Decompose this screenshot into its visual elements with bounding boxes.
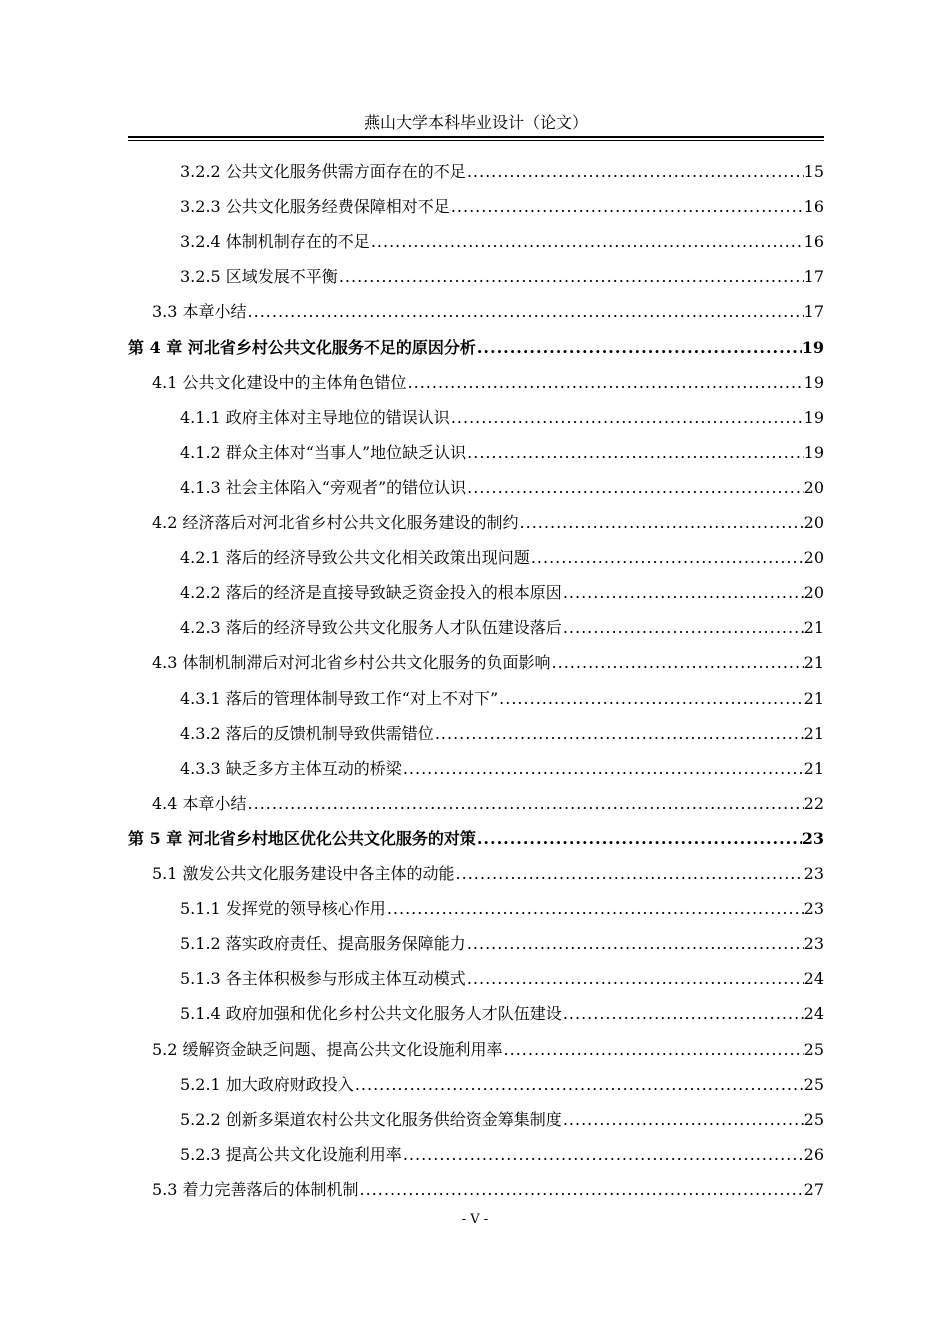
toc-entry-title: 4.1.2 群众主体对“当事人”地位缺乏认识 [180,442,467,462]
toc-entry-page: 24 [803,969,824,989]
toc-entry-page: 20 [803,583,824,603]
toc-leader-dots [386,899,804,919]
toc-entry[interactable] [180,954,824,989]
toc-leader-dots [503,1040,804,1060]
toc-entry-page: 25 [803,1109,824,1129]
toc-entry-page: 21 [803,758,824,778]
toc-leader-dots [450,408,804,428]
toc-entry-title: 4.2.2 落后的经济是直接导致缺乏资金投入的根本原因 [180,583,562,603]
toc-entry-page: 22 [803,793,824,813]
toc-entry-page: 17 [803,267,824,287]
toc-entry[interactable] [180,989,824,1024]
toc-entry[interactable] [152,638,824,673]
toc-entry-title: 4.2.3 落后的经济导致公共文化服务人才队伍建设落后 [180,618,562,638]
toc-entry-title: 4.3.2 落后的反馈机制导致供需错位 [180,723,434,743]
toc-entry-page: 27 [803,1179,824,1199]
toc-entry-title: 4.1.3 社会主体陷入“旁观者”的错位认识 [180,477,467,497]
page-number: - V - [461,1212,489,1227]
toc-entry[interactable] [152,849,824,884]
toc-entry[interactable] [180,603,824,638]
toc-leader-dots [402,1145,804,1165]
toc-entry-page: 23 [803,899,824,919]
toc-entry[interactable] [180,1130,824,1165]
toc-entry-title: 4.2.1 落后的经济导致公共文化相关政策出现问题 [180,548,530,568]
toc-entry[interactable] [180,147,824,182]
toc-leader-dots [354,1075,804,1095]
toc-entry-page: 16 [803,197,824,217]
toc-entry[interactable] [152,779,824,814]
toc-entry-page: 21 [803,653,824,673]
toc-entry-page: 17 [803,302,824,322]
toc-leader-dots [466,478,803,498]
header-rule-thin [128,140,824,141]
toc-entry-title: 3.2.5 区域发展不平衡 [180,267,338,287]
toc-entry-title: 4.2 经济落后对河北省乡村公共文化服务建设的制约 [152,513,519,532]
toc-leader-dots [476,338,802,358]
toc-entry-title: 4.4 本章小结 [152,793,247,813]
toc-entry[interactable] [128,323,824,358]
toc-entry-page: 26 [803,1144,824,1164]
toc-entry-title: 5.2.2 创新多渠道农村公共文化服务供给资金筹集制度 [180,1109,562,1129]
toc-entry-title: 5.1.1 发挥党的领导核心作用 [180,899,386,919]
toc-entry[interactable] [152,358,824,393]
toc-leader-dots [247,302,804,322]
toc-entry[interactable] [152,498,824,533]
toc-entry-page: 23 [803,864,824,883]
toc-leader-dots [370,232,804,252]
toc-leader-dots [466,934,804,954]
toc-leader-dots [551,653,804,673]
toc-leader-dots [562,1110,804,1130]
toc-leader-dots [530,548,804,568]
toc-entry-title: 第 4 章 河北省乡村公共文化服务不足的原因分析 [128,337,476,357]
toc-entry[interactable] [128,814,824,849]
page-header: 燕山大学本科毕业设计（论文） [363,113,588,132]
toc-entry-page: 19 [803,372,824,392]
toc-entry[interactable] [152,287,824,322]
toc-entry[interactable] [180,674,824,709]
toc-leader-dots [562,1004,804,1024]
toc-entry[interactable] [180,709,824,744]
toc-entry-page: 16 [803,232,824,252]
toc-leader-dots [450,197,804,217]
toc-leader-dots [338,267,804,287]
toc-entry[interactable] [180,217,824,252]
toc-leader-dots [466,443,803,463]
toc-entry-page: 19 [803,407,824,427]
toc-entry-title: 4.3.3 缺乏多方主体互动的桥梁 [180,758,402,778]
toc-entry-page: 25 [803,1039,824,1059]
toc-entry-title: 5.1.4 政府加强和优化乡村公共文化服务人才队伍建设 [180,1004,562,1024]
toc-leader-dots [466,162,804,182]
header-rule-thick [128,136,824,138]
toc-entry-page: 20 [803,477,824,497]
toc-entry-title: 4.3.1 落后的管理体制导致工作“对上不对下” [180,688,499,708]
toc-entry-title: 5.1 激发公共文化服务建设中各主体的动能 [152,864,455,883]
toc-entry-title: 5.2.1 加大政府财政投入 [180,1074,354,1094]
toc-entry-title: 5.1.3 各主体积极参与形成主体互动模式 [180,969,466,989]
toc-entry[interactable] [180,1060,824,1095]
toc-leader-dots [359,1180,804,1200]
toc-leader-dots [562,583,804,603]
toc-leader-dots [434,724,804,744]
toc-entry-title: 5.3 着力完善落后的体制机制 [152,1179,359,1199]
toc-entry-title: 3.2.3 公共文化服务经费保障相对不足 [180,197,450,217]
toc-entry[interactable] [180,463,824,498]
toc-entry[interactable] [180,744,824,779]
toc-entry-page: 21 [803,688,824,708]
toc-entry-page: 24 [803,1004,824,1024]
toc-entry-title: 第 5 章 河北省乡村地区优化公共文化服务的对策 [128,828,476,848]
toc-entry[interactable] [180,884,824,919]
toc-entry[interactable] [180,533,824,568]
toc-entry-page: 23 [801,828,824,848]
toc-leader-dots [407,373,804,393]
toc-entry[interactable] [152,1165,824,1200]
toc-entry-title: 3.2.4 体制机制存在的不足 [180,232,370,252]
toc-entry[interactable] [180,428,824,463]
toc-entry-page: 19 [803,442,824,462]
toc-entry-title: 3.2.2 公共文化服务供需方面存在的不足 [180,162,466,181]
toc-entry-title: 4.1.1 政府主体对主导地位的错误认识 [180,407,450,427]
toc-entry-page: 19 [801,337,824,357]
toc-entry-page: 15 [803,162,824,181]
toc-entry-page: 23 [803,934,824,954]
toc-leader-dots [498,689,803,709]
toc-leader-dots [402,759,804,779]
toc-entry[interactable] [180,252,824,287]
toc-entry-title: 4.1 公共文化建设中的主体角色错位 [152,372,407,392]
toc-entry-title: 5.2.3 提高公共文化设施利用率 [180,1144,402,1164]
toc-entry-page: 21 [803,723,824,743]
toc-entry[interactable] [180,919,824,954]
toc-entry-title: 5.1.2 落实政府责任、提高服务保障能力 [180,934,466,954]
toc-entry-page: 20 [803,513,824,532]
toc-leader-dots [455,864,804,884]
toc-leader-dots [476,829,802,849]
toc-leader-dots [247,794,804,814]
toc-leader-dots [562,618,804,638]
toc-entry[interactable] [152,1025,824,1060]
toc-entry[interactable] [180,393,824,428]
toc-entry-page: 20 [803,548,824,568]
toc-entry[interactable] [180,568,824,603]
toc-entry-page: 21 [803,618,824,638]
toc-entry-title: 4.3 体制机制滞后对河北省乡村公共文化服务的负面影响 [152,653,551,673]
toc-entry[interactable] [180,182,824,217]
toc-leader-dots [519,513,804,533]
toc-entry-page: 25 [803,1074,824,1094]
toc-entry-title: 3.3 本章小结 [152,302,247,322]
toc-entry-title: 5.2 缓解资金缺乏问题、提高公共文化设施利用率 [152,1039,503,1059]
toc-leader-dots [466,969,804,989]
toc-entry[interactable] [180,1095,824,1130]
